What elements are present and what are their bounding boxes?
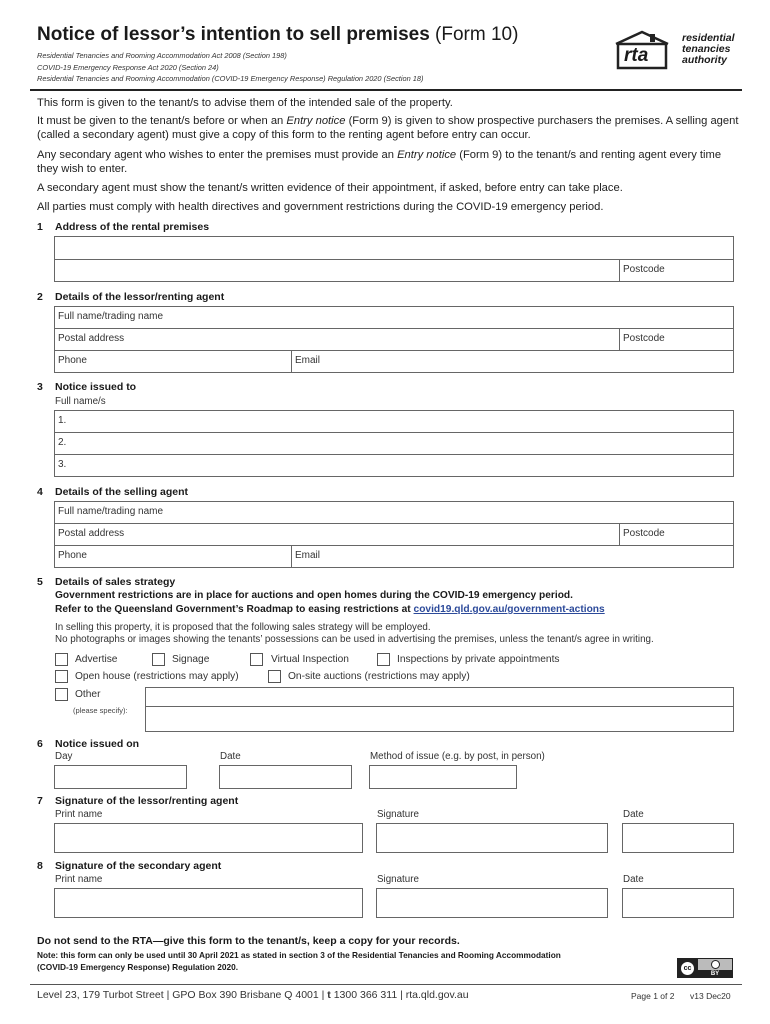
rta-wordmark: residential tenancies authority — [682, 32, 735, 66]
section-6-number: 6 — [37, 738, 43, 750]
legislation-line-1: Residential Tenancies and Rooming Accommodation Act 2008 (Section 198) — [37, 51, 287, 60]
section-5-number: 5 — [37, 576, 43, 588]
lessor-date-label: Date — [623, 809, 644, 820]
intro-p1: This form is given to the tenant/s to advise them of the intended sale of the property. — [37, 97, 453, 109]
form-title: Notice of lessor’s intention to sell premises (Form 10) — [37, 24, 519, 45]
issue-day-field[interactable] — [54, 765, 187, 789]
section-5-title: Details of sales strategy — [55, 576, 176, 588]
private-inspection-label: Inspections by private appointments — [397, 654, 560, 665]
open-house-checkbox[interactable] — [55, 670, 68, 683]
section-7-title: Signature of the lessor/renting agent — [55, 795, 239, 807]
legislation-line-2: COVID-19 Emergency Response Act 2020 (Section 24) — [37, 63, 219, 72]
footer-address: Level 23, 179 Turbot Street | GPO Box 390 Brisbane Q 4001 | t 1300 366 311 | rta.qld.gov.au — [37, 989, 469, 1001]
section-8-number: 8 — [37, 860, 43, 872]
rental-address-line-1[interactable] — [54, 236, 734, 260]
date-label: Date — [220, 751, 241, 762]
section-7-number: 7 — [37, 795, 43, 807]
header-rule — [30, 89, 742, 91]
selling-agent-email-field[interactable]: Email — [291, 545, 734, 568]
advertise-label: Advertise — [75, 654, 118, 665]
selling-agent-postal-address-field[interactable]: Postal address — [54, 523, 620, 546]
other-label: Other — [75, 689, 101, 700]
section-1-number: 1 — [37, 221, 43, 233]
rta-mark: rta — [624, 45, 649, 66]
section-4-title: Details of the selling agent — [55, 486, 189, 498]
section-6-title: Notice issued on — [55, 738, 140, 750]
section-2-title: Details of the lessor/renting agent — [55, 291, 225, 303]
form-version: v13 Dec20 — [690, 991, 731, 1001]
day-label: Day — [55, 751, 73, 762]
validity-note-line-2: (COVID-19 Emergency Response) Regulation 2020. — [37, 962, 239, 972]
selling-agent-phone-field[interactable]: Phone — [54, 545, 292, 568]
agent-date-label: Date — [623, 874, 644, 885]
signage-label: Signage — [172, 654, 210, 665]
virtual-inspection-checkbox[interactable] — [250, 653, 263, 666]
intro-p2: It must be given to the tenant/s before or when an Entry notice (Form 9) is given to show prospective purchasers the premises. A selling agent (called a secondary agent) must give a copy of this form to the renting agent before entry can occur. — [37, 115, 739, 141]
lessor-name-field[interactable]: Full name/trading name — [54, 306, 734, 329]
agent-print-name-field[interactable] — [54, 888, 363, 918]
cc-icon: cc — [680, 961, 695, 976]
footer-rule — [30, 984, 742, 985]
lessor-print-name-field[interactable] — [54, 823, 363, 853]
do-not-send-notice: Do not send to the RTA—give this form to the tenant/s, keep a copy for your records. — [37, 935, 460, 947]
lessor-signature-field[interactable] — [376, 823, 608, 853]
signage-checkbox[interactable] — [152, 653, 165, 666]
lessor-print-name-label: Print name — [55, 809, 103, 820]
covid-actions-link[interactable]: covid19.qld.gov.au/government-actions — [413, 604, 605, 615]
intro-p3: Any secondary agent who wishes to enter the premises must provide an Entry notice (Form 9) to the tenant/s and renting agent every time they wish to enter. — [37, 149, 722, 175]
lessor-phone-field[interactable]: Phone — [54, 350, 292, 373]
validity-note-line-1: Note: this form can only be used until 30 April 2021 as stated in section 3 of the Residential Tenancies and Rooming Accommodation — [37, 950, 561, 960]
agent-signature-field[interactable] — [376, 888, 608, 918]
intro-p4: A secondary agent must show the tenant/s written evidence of their appointment, if asked, before entry can take place. — [37, 182, 623, 194]
section-4-number: 4 — [37, 486, 43, 498]
virtual-inspection-label: Virtual Inspection — [271, 654, 349, 665]
advertise-checkbox[interactable] — [55, 653, 68, 666]
lessor-postcode-field[interactable]: Postcode — [619, 328, 734, 351]
other-specify-line-1[interactable] — [145, 687, 734, 707]
intro-p5: All parties must comply with health directives and government restrictions during the COVID-19 emergency period. — [37, 201, 604, 213]
please-specify-label: (please specify): — [73, 706, 128, 715]
creative-commons-badge — [677, 958, 733, 978]
rental-postcode-field[interactable]: Postcode — [619, 259, 734, 282]
covid-restrictions-note: Government restrictions are in place for auctions and open homes during the COVID-19 emergency period. — [55, 590, 573, 601]
agent-sign-date-field[interactable] — [622, 888, 734, 918]
section-1-title: Address of the rental premises — [55, 221, 210, 233]
private-inspection-checkbox[interactable] — [377, 653, 390, 666]
section-3-subtitle: Full name/s — [55, 396, 106, 407]
cc-by-person-icon — [698, 959, 732, 970]
open-house-label: Open house (restrictions may apply) — [75, 671, 239, 682]
sales-strategy-line-2: No photographs or images showing the tenants’ possessions can be used in advertising the premises, unless the tenant/s agree in writing. — [55, 634, 654, 645]
onsite-auction-checkbox[interactable] — [268, 670, 281, 683]
section-2-number: 2 — [37, 291, 43, 303]
lessor-postal-address-field[interactable]: Postal address — [54, 328, 620, 351]
other-specify-line-2[interactable] — [145, 706, 734, 732]
selling-agent-name-field[interactable]: Full name/trading name — [54, 501, 734, 524]
lessor-sign-date-field[interactable] — [622, 823, 734, 853]
section-3-title: Notice issued to — [55, 381, 137, 393]
selling-agent-postcode-field[interactable]: Postcode — [619, 523, 734, 546]
tenant-name-2-field[interactable]: 2. — [54, 432, 734, 455]
roadmap-note: Refer to the Queensland Government’s Roadmap to easing restrictions at covid19.qld.gov.au/government-actions — [55, 604, 605, 615]
onsite-auction-label: On-site auctions (restrictions may apply) — [288, 671, 470, 682]
page-number: Page 1 of 2 — [631, 991, 675, 1001]
section-8-title: Signature of the secondary agent — [55, 860, 222, 872]
rta-logo — [612, 30, 737, 72]
agent-print-name-label: Print name — [55, 874, 103, 885]
tenant-name-3-field[interactable]: 3. — [54, 454, 734, 477]
lessor-signature-label: Signature — [377, 809, 419, 820]
cc-by-label: BY — [710, 971, 720, 977]
sales-strategy-line-1: In selling this property, it is proposed that the following sales strategy will be employed. — [55, 622, 431, 633]
tenant-name-1-field[interactable]: 1. — [54, 410, 734, 433]
other-checkbox[interactable] — [55, 688, 68, 701]
section-3-number: 3 — [37, 381, 43, 393]
lessor-email-field[interactable]: Email — [291, 350, 734, 373]
method-label: Method of issue (e.g. by post, in person) — [370, 751, 545, 762]
legislation-line-3: Residential Tenancies and Rooming Accommodation (COVID-19 Emergency Response) Regulation 2020 (Section 18) — [37, 74, 424, 83]
agent-signature-label: Signature — [377, 874, 419, 885]
issue-date-field[interactable] — [219, 765, 352, 789]
issue-method-field[interactable] — [369, 765, 517, 789]
